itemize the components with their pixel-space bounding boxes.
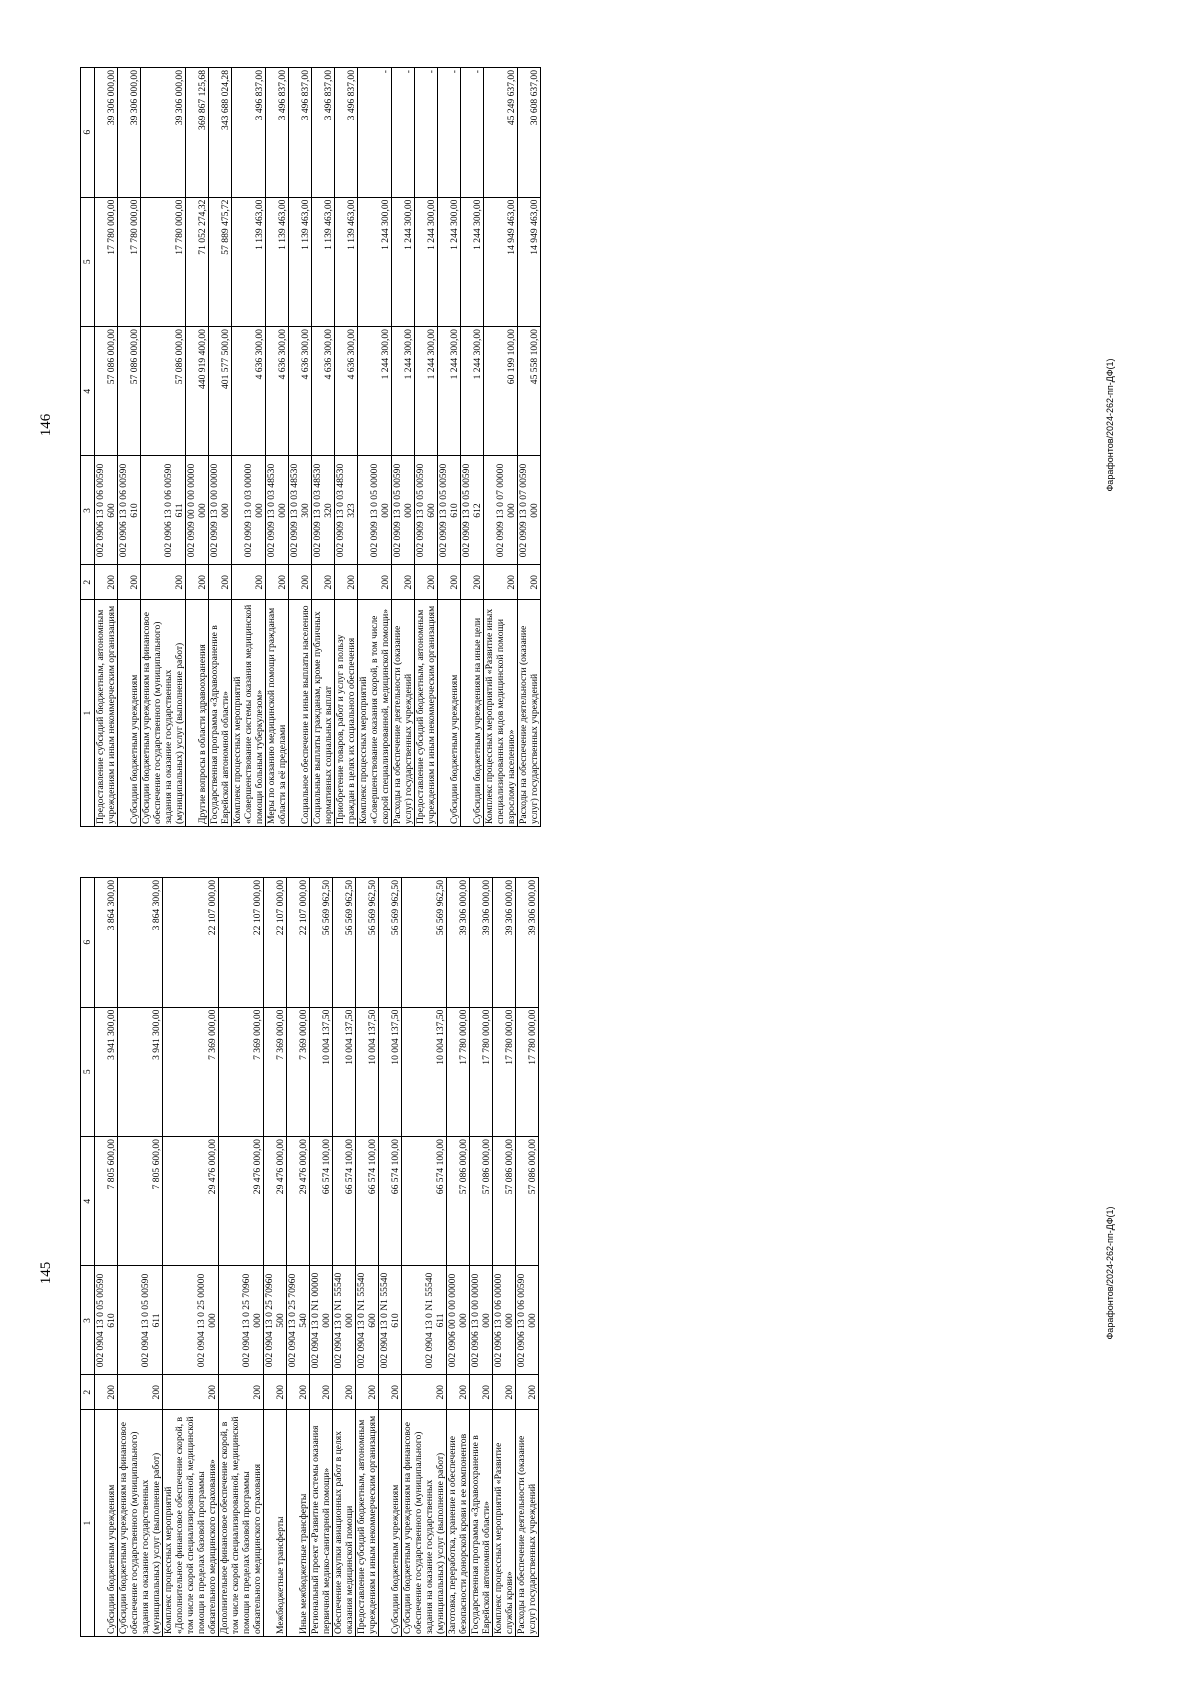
row-total: 4 636 300,00: [266, 327, 289, 456]
row-classification-code: 002 0909 13 0 07 00590 000: [518, 456, 541, 565]
row-classification-code: 002 0909 13 0 05 00590 600: [415, 456, 438, 565]
row-admin-code: 200: [470, 1375, 493, 1410]
table-row: [264, 878, 287, 1637]
row-total: 440 919 400,00: [186, 327, 209, 456]
row-classification-code: 002 0909 13 0 00 00000 000: [209, 456, 232, 565]
row-amount-remaining: -: [461, 68, 484, 198]
table-row: [402, 878, 447, 1637]
col-header: 6: [81, 878, 95, 1008]
row-total: 57 086 000,00: [118, 327, 141, 456]
row-amount-remaining: 3 496 837,00: [232, 68, 266, 198]
row-classification-code: 002 0904 13 0 05 00590 611: [118, 1266, 163, 1375]
row-amount-remaining: 22 107 000,00: [219, 878, 264, 1008]
row-amount-period: 17 780 000,00: [95, 197, 118, 326]
row-classification-code: 002 0904 13 0 N1 55540 610: [379, 1266, 402, 1375]
row-name: Комплекс процессных мероприятий «Дополнительное финансовое обеспечение скорой, в том числе скорой специализированной, медицинской помощи в пределах базовой программы обязательного медицинского страхования»: [163, 1410, 219, 1637]
row-name: Субсидии бюджетным учреждениям: [95, 1410, 118, 1637]
row-name: Комплекс процессных мероприятий «Развитие службы крови»: [493, 1410, 516, 1637]
table-row: [312, 68, 335, 827]
row-name: Комплекс процессных мероприятий «Совершенствование оказания скорой, в том числе скорой специализированной, медицинской помощи»: [358, 600, 392, 827]
row-amount-period: 14 949 463,00: [518, 197, 541, 326]
row-admin-code: 200: [232, 565, 266, 600]
row-amount-remaining: 30 608 637,00: [518, 68, 541, 198]
row-admin-code: 200: [461, 565, 484, 600]
row-classification-code: 002 0909 13 0 03 48530 320: [312, 456, 335, 565]
row-amount-remaining: 343 688 024,28: [209, 68, 232, 198]
row-name: Государственная программа «Здравоохранение в Еврейской автономной области»: [470, 1410, 493, 1637]
row-admin-code: 200: [118, 1375, 163, 1410]
row-name: Субсидии бюджетным учреждениям на финансовое обеспечение государственного (муниципального) задания на оказание государственных (муниципальных) услуг (выполнение работ): [118, 1410, 163, 1637]
table-row: [392, 68, 415, 827]
page-left: [0, 849, 1200, 1697]
row-total: 66 574 100,00: [356, 1137, 379, 1266]
table-row: [518, 68, 541, 827]
budget-table: [80, 67, 541, 827]
table-row: [447, 878, 470, 1637]
row-name: Региональный проект «Развитие системы оказания первичной медико-санитарной помощи»: [310, 1410, 333, 1637]
row-admin-code: 200: [447, 1375, 470, 1410]
row-name: Иные межбюджетные трансферты: [287, 1410, 310, 1637]
table-row: [470, 878, 493, 1637]
row-classification-code: 002 0904 13 0 N1 00000 000: [310, 1266, 333, 1375]
row-total: 60 199 100,00: [484, 327, 518, 456]
row-amount-period: 17 780 000,00: [516, 1007, 539, 1136]
row-name: Субсидии бюджетным учреждениям на финансовое обеспечение государственного (муниципального) задания на оказание государственных (муниципальных) услуг (выполнение работ): [402, 1410, 447, 1637]
col-header: 3: [81, 1266, 95, 1375]
col-header: 4: [81, 1137, 95, 1266]
row-classification-code: 002 0904 13 0 25 70960 000: [219, 1266, 264, 1375]
table-row: [310, 878, 333, 1637]
row-classification-code: 002 0909 13 0 05 00590 612: [461, 456, 484, 565]
page-right: [0, 1, 1200, 849]
col-header: 5: [81, 197, 95, 326]
row-amount-period: 1 139 463,00: [335, 197, 358, 326]
table-row: [516, 878, 539, 1637]
row-total: 1 244 300,00: [392, 327, 415, 456]
row-amount-remaining: 56 569 962,50: [379, 878, 402, 1008]
row-admin-code: 200: [312, 565, 335, 600]
row-total: 4 636 300,00: [335, 327, 358, 456]
row-amount-remaining: 56 569 962,50: [356, 878, 379, 1008]
row-amount-period: 17 780 000,00: [141, 197, 186, 326]
table-row: [379, 878, 402, 1637]
row-amount-period: 1 244 300,00: [358, 197, 392, 326]
row-amount-remaining: -: [392, 68, 415, 198]
row-amount-remaining: -: [438, 68, 461, 198]
row-admin-code: 200: [402, 1375, 447, 1410]
row-amount-period: 10 004 137,50: [356, 1007, 379, 1136]
row-name: Меры по оказанию медицинской помощи гражданам области за её пределами: [266, 600, 289, 827]
row-amount-period: 1 244 300,00: [415, 197, 438, 326]
row-amount-period: 7 369 000,00: [219, 1007, 264, 1136]
row-amount-period: 10 004 137,50: [402, 1007, 447, 1136]
row-classification-code: 002 0904 13 0 N1 55540 000: [333, 1266, 356, 1375]
row-amount-period: 7 369 000,00: [264, 1007, 287, 1136]
row-amount-period: 1 244 300,00: [392, 197, 415, 326]
row-total: 57 086 000,00: [516, 1137, 539, 1266]
row-amount-remaining: 22 107 000,00: [287, 878, 310, 1008]
row-name: Расходы на обеспечение деятельности (оказание услуг) государственных учреждений: [516, 1410, 539, 1637]
row-total: 29 476 000,00: [219, 1137, 264, 1266]
row-total: 57 086 000,00: [141, 327, 186, 456]
row-admin-code: 200: [415, 565, 438, 600]
row-amount-remaining: -: [415, 68, 438, 198]
row-amount-remaining: 3 496 837,00: [312, 68, 335, 198]
row-admin-code: 200: [493, 1375, 516, 1410]
row-classification-code: 002 0906 13 0 06 00590 000: [516, 1266, 539, 1375]
table-row: [289, 68, 312, 827]
row-name: Расходы на обеспечение деятельности (оказание услуг) государственных учреждений: [518, 600, 541, 827]
page-number: 146: [38, 413, 54, 437]
row-classification-code: 002 0909 13 0 03 48530 300: [289, 456, 312, 565]
table-row: [358, 68, 392, 827]
table-body: [95, 68, 541, 827]
row-name: Предоставление субсидий бюджетным, автономным учреждениям и иным некоммерческим организациям: [415, 600, 438, 827]
row-amount-period: 1 244 300,00: [461, 197, 484, 326]
row-total: 29 476 000,00: [287, 1137, 310, 1266]
row-admin-code: 200: [438, 565, 461, 600]
table-row: [356, 878, 379, 1637]
table-row: [141, 68, 186, 827]
row-classification-code: 002 0904 13 0 25 00000 000: [163, 1266, 219, 1375]
row-amount-period: 7 369 000,00: [287, 1007, 310, 1136]
table-row: [333, 878, 356, 1637]
row-amount-period: 1 139 463,00: [266, 197, 289, 326]
table-row: [266, 68, 289, 827]
row-admin-code: 200: [95, 565, 118, 600]
table-row: [461, 68, 484, 827]
row-admin-code: 200: [163, 1375, 219, 1410]
table-row: [287, 878, 310, 1637]
row-name: Дополнительное финансовое обеспечение скорой, в том числе скорой специализированной, медицинской помощи в пределах базовой программы обязательного медицинского страхования: [219, 1410, 264, 1637]
row-name: Приобретение товаров, работ и услуг в пользу граждан в целях их социального обеспечения: [335, 600, 358, 827]
row-amount-remaining: 39 306 000,00: [470, 878, 493, 1008]
row-admin-code: 200: [186, 565, 209, 600]
row-classification-code: 002 0909 13 0 05 00000 000: [358, 456, 392, 565]
row-total: 1 244 300,00: [461, 327, 484, 456]
row-amount-period: 1 139 463,00: [289, 197, 312, 326]
row-amount-remaining: 56 569 962,50: [402, 878, 447, 1008]
row-classification-code: 002 0904 13 0 N1 55540 611: [402, 1266, 447, 1375]
row-amount-remaining: 3 864 300,00: [95, 878, 118, 1008]
row-name: Социальное обеспечение и иные выплаты населению: [289, 600, 312, 827]
col-header: 2: [81, 1375, 95, 1410]
row-total: 4 636 300,00: [312, 327, 335, 456]
row-total: 57 086 000,00: [470, 1137, 493, 1266]
row-total: 7 805 600,00: [118, 1137, 163, 1266]
row-amount-remaining: 22 107 000,00: [264, 878, 287, 1008]
row-total: 29 476 000,00: [264, 1137, 287, 1266]
row-amount-period: 7 369 000,00: [163, 1007, 219, 1136]
table-row: [232, 68, 266, 827]
row-amount-period: 17 780 000,00: [493, 1007, 516, 1136]
row-total: 1 244 300,00: [415, 327, 438, 456]
row-amount-remaining: 39 306 000,00: [118, 68, 141, 198]
row-amount-remaining: 56 569 962,50: [333, 878, 356, 1008]
row-name: Субсидии бюджетным учреждениям: [118, 600, 141, 827]
col-header: 6: [81, 68, 95, 198]
row-total: 29 476 000,00: [163, 1137, 219, 1266]
row-amount-remaining: 3 496 837,00: [266, 68, 289, 198]
row-amount-remaining: 3 496 837,00: [335, 68, 358, 198]
col-header: 5: [81, 1007, 95, 1136]
row-admin-code: 200: [141, 565, 186, 600]
table-row: [484, 68, 518, 827]
row-amount-period: 17 780 000,00: [470, 1007, 493, 1136]
row-total: 66 574 100,00: [379, 1137, 402, 1266]
row-amount-remaining: 39 306 000,00: [95, 68, 118, 198]
row-classification-code: 002 0909 13 0 03 00000 000: [232, 456, 266, 565]
row-amount-period: 71 052 274,32: [186, 197, 209, 326]
row-admin-code: 200: [310, 1375, 333, 1410]
row-admin-code: 200: [266, 565, 289, 600]
row-total: 4 636 300,00: [232, 327, 266, 456]
row-total: 1 244 300,00: [358, 327, 392, 456]
row-admin-code: 200: [518, 565, 541, 600]
table-header-row: [81, 68, 95, 827]
row-total: 401 577 500,00: [209, 327, 232, 456]
row-name: Обеспечение закупки авиационных работ в целях оказания медицинской помощи: [333, 1410, 356, 1637]
row-total: 57 086 000,00: [447, 1137, 470, 1266]
row-amount-period: 57 889 475,72: [209, 197, 232, 326]
table-row: [219, 878, 264, 1637]
row-name: Субсидии бюджетным учреждениям на финансовое обеспечение государственного (муниципального) задания на оказание государственных (муниципальных) услуг (выполнение работ): [141, 600, 186, 827]
row-admin-code: 200: [209, 565, 232, 600]
row-total: 4 636 300,00: [289, 327, 312, 456]
row-amount-period: 10 004 137,50: [379, 1007, 402, 1136]
row-admin-code: 200: [287, 1375, 310, 1410]
row-admin-code: 200: [379, 1375, 402, 1410]
row-classification-code: 002 0906 13 0 06 00590 600: [95, 456, 118, 565]
row-admin-code: 200: [95, 1375, 118, 1410]
budget-table: [80, 877, 539, 1637]
row-classification-code: 002 0909 13 0 03 48530 000: [266, 456, 289, 565]
table-row: [335, 68, 358, 827]
page-number: 145: [38, 1261, 54, 1285]
row-classification-code: 002 0906 13 0 00 00000 000: [470, 1266, 493, 1375]
row-amount-period: 17 780 000,00: [447, 1007, 470, 1136]
table-row: [415, 68, 438, 827]
col-header: 1: [81, 1410, 95, 1637]
row-amount-remaining: 3 496 837,00: [289, 68, 312, 198]
row-name: Другие вопросы в области здравоохранения: [186, 600, 209, 827]
row-name: Государственная программа «Здравоохранение в Еврейской автономной области»: [209, 600, 232, 827]
row-name: Комплекс процессных мероприятий «Развитие иных специализированных видов медицинской помощи взрослому населению»: [484, 600, 518, 827]
table-row: [95, 68, 118, 827]
row-classification-code: 002 0904 13 0 N1 55540 600: [356, 1266, 379, 1375]
row-admin-code: 200: [118, 565, 141, 600]
row-classification-code: 002 0904 13 0 25 70960 500: [264, 1266, 287, 1375]
row-amount-remaining: 39 306 000,00: [516, 878, 539, 1008]
document-footer: Фарафонтов/2024-262-пп-ДФ(1): [1105, 358, 1115, 492]
row-admin-code: 200: [264, 1375, 287, 1410]
table-row: [118, 68, 141, 827]
row-admin-code: 200: [335, 565, 358, 600]
row-name: Межбюджетные трансферты: [264, 1410, 287, 1637]
table-row: [438, 68, 461, 827]
table-row: [186, 68, 209, 827]
row-classification-code: 002 0909 13 0 05 00590 000: [392, 456, 415, 565]
row-total: 66 574 100,00: [333, 1137, 356, 1266]
row-total: 57 086 000,00: [95, 327, 118, 456]
row-name: Субсидии бюджетным учреждениям: [438, 600, 461, 827]
row-admin-code: 200: [392, 565, 415, 600]
row-name: Комплекс процессных мероприятий «Совершенствование системы оказания медицинской помощи больным туберкулезом»: [232, 600, 266, 827]
table-body: [95, 878, 539, 1637]
row-classification-code: 002 0906 13 0 06 00590 611: [141, 456, 186, 565]
row-amount-remaining: 22 107 000,00: [163, 878, 219, 1008]
row-admin-code: 200: [358, 565, 392, 600]
row-amount-period: 1 244 300,00: [438, 197, 461, 326]
row-classification-code: 002 0906 13 0 06 00000 000: [493, 1266, 516, 1375]
row-amount-period: 14 949 463,00: [484, 197, 518, 326]
row-classification-code: 002 0906 13 0 06 00590 610: [118, 456, 141, 565]
table-header-row: [81, 878, 95, 1637]
row-name: Социальные выплаты гражданам, кроме публичных нормативных социальных выплат: [312, 600, 335, 827]
row-amount-remaining: 39 306 000,00: [141, 68, 186, 198]
table-row: [493, 878, 516, 1637]
table-row: [209, 68, 232, 827]
row-name: Расходы на обеспечение деятельности (оказание услуг) государственных учреждений: [392, 600, 415, 827]
row-amount-period: 3 941 300,00: [118, 1007, 163, 1136]
row-admin-code: 200: [484, 565, 518, 600]
row-classification-code: 002 0909 13 0 07 00000 000: [484, 456, 518, 565]
row-amount-remaining: 39 306 000,00: [493, 878, 516, 1008]
row-classification-code: 002 0909 13 0 03 48530 323: [335, 456, 358, 565]
row-amount-period: 10 004 137,50: [333, 1007, 356, 1136]
row-total: 66 574 100,00: [402, 1137, 447, 1266]
row-admin-code: 200: [219, 1375, 264, 1410]
row-amount-remaining: 39 306 000,00: [447, 878, 470, 1008]
row-amount-remaining: 56 569 962,50: [310, 878, 333, 1008]
col-header: 2: [81, 565, 95, 600]
row-classification-code: 002 0904 13 0 25 70960 540: [287, 1266, 310, 1375]
row-amount-remaining: 45 249 637,00: [484, 68, 518, 198]
row-total: 66 574 100,00: [310, 1137, 333, 1266]
col-header: 1: [81, 600, 95, 827]
row-amount-period: 10 004 137,50: [310, 1007, 333, 1136]
row-amount-remaining: 3 864 300,00: [118, 878, 163, 1008]
row-amount-remaining: -: [358, 68, 392, 198]
row-admin-code: 200: [333, 1375, 356, 1410]
row-name: Предоставление субсидий бюджетным, автономным учреждениям и иным некоммерческим организациям: [356, 1410, 379, 1637]
row-name: Субсидии бюджетным учреждениям: [379, 1410, 402, 1637]
table-row: [95, 878, 118, 1637]
document-footer: Фарафонтов/2024-262-пп-ДФ(1): [1105, 1206, 1115, 1340]
col-header: 3: [81, 456, 95, 565]
row-admin-code: 200: [289, 565, 312, 600]
row-admin-code: 200: [356, 1375, 379, 1410]
row-name: Предоставление субсидий бюджетным, автономным учреждениям и иным некоммерческим организациям: [95, 600, 118, 827]
table-row: [163, 878, 219, 1637]
col-header: 4: [81, 327, 95, 456]
row-classification-code: 002 0909 00 0 00 00000 000: [186, 456, 209, 565]
row-classification-code: 002 0904 13 0 05 00590 610: [95, 1266, 118, 1375]
row-amount-period: 17 780 000,00: [118, 197, 141, 326]
row-amount-period: 1 139 463,00: [232, 197, 266, 326]
row-name: Заготовка, переработка, хранение и обеспечение безопасности донорской крови и ее компонентов: [447, 1410, 470, 1637]
row-amount-period: 3 941 300,00: [95, 1007, 118, 1136]
row-admin-code: 200: [516, 1375, 539, 1410]
row-classification-code: 002 0909 13 0 05 00590 610: [438, 456, 461, 565]
row-classification-code: 002 0906 00 0 00 00000 000: [447, 1266, 470, 1375]
row-total: 57 086 000,00: [493, 1137, 516, 1266]
row-total: 1 244 300,00: [438, 327, 461, 456]
row-name: Субсидии бюджетным учреждениям на иные цели: [461, 600, 484, 827]
row-total: 45 558 100,00: [518, 327, 541, 456]
row-total: 7 805 600,00: [95, 1137, 118, 1266]
table-row: [118, 878, 163, 1637]
row-amount-remaining: 369 867 125,68: [186, 68, 209, 198]
row-amount-period: 1 139 463,00: [312, 197, 335, 326]
